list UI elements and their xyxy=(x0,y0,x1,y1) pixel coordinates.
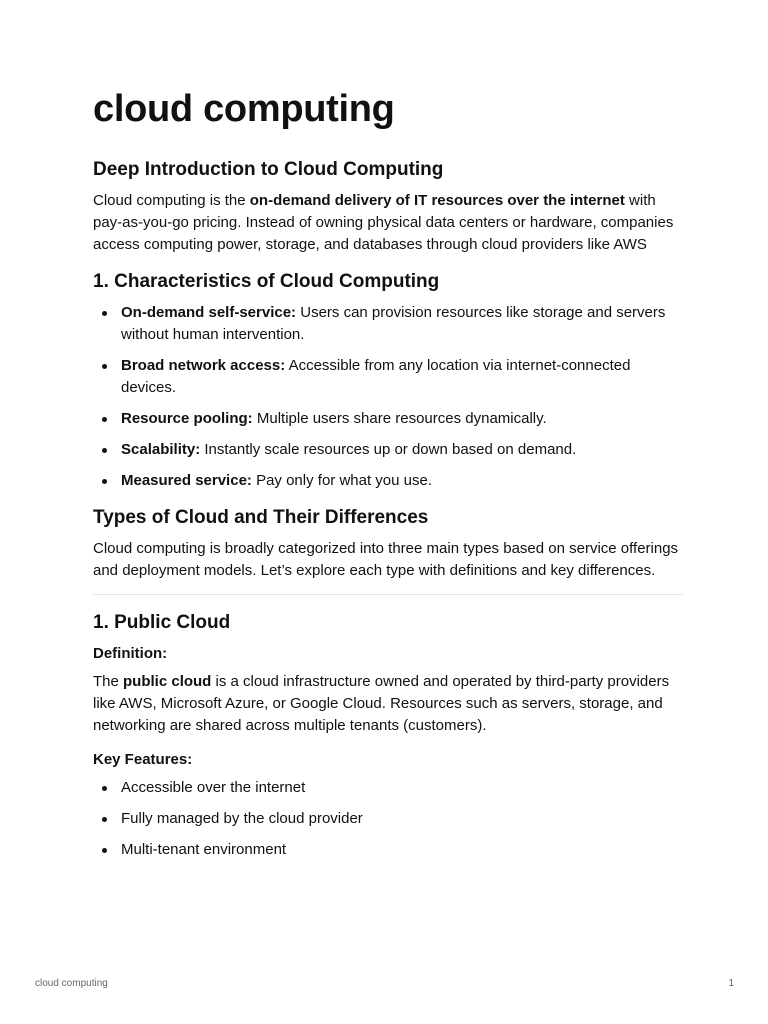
page-title: cloud computing xyxy=(93,88,395,130)
characteristics-heading: 1. Characteristics of Cloud Computing xyxy=(93,271,440,292)
list-item: Resource pooling: Multiple users share resources dynamically. xyxy=(93,408,683,430)
public-cloud-definition: The public cloud is a cloud infrastructure owned and operated by third-party providers like AWS, Microsoft Azure, or Google Cloud. Resources such as servers, storage, and networking are shared across multiple tenants (customers). xyxy=(93,673,670,734)
list-item: Fully managed by the cloud provider xyxy=(93,808,683,830)
characteristics-list xyxy=(93,302,683,492)
list-item: Measured service: Pay only for what you use. xyxy=(93,470,683,492)
bullet-icon xyxy=(102,364,107,369)
footer-title: cloud computing xyxy=(35,978,108,989)
intro-paragraph: Cloud computing is the on-demand delivery of IT resources over the internet with pay-as-you-go pricing. Instead of owning physical data centers or hardware, companies access computing power, storage, and databases through cloud providers like AWS xyxy=(93,192,674,253)
document-page xyxy=(93,86,683,871)
bullet-icon xyxy=(102,479,107,484)
types-heading: Types of Cloud and Their Differences xyxy=(93,507,429,528)
page-number: 1 xyxy=(728,978,734,989)
types-paragraph: Cloud computing is broadly categorized into three main types based on service offerings and deployment models. Let’s explore each type with definitions and key differences. xyxy=(93,540,679,579)
bullet-icon xyxy=(102,817,107,822)
bullet-icon xyxy=(102,448,107,453)
public-cloud-heading: 1. Public Cloud xyxy=(93,612,231,633)
list-item: On-demand self-service: Users can provision resources like storage and servers without human intervention. xyxy=(93,302,683,346)
list-item: Multi-tenant environment xyxy=(93,839,683,861)
bullet-icon xyxy=(102,311,107,316)
features-list xyxy=(93,777,683,861)
list-item: Accessible over the internet xyxy=(93,777,683,799)
bullet-icon xyxy=(102,786,107,791)
bullet-icon xyxy=(102,417,107,422)
list-item: Scalability: Instantly scale resources up or down based on demand. xyxy=(93,439,683,461)
section-divider xyxy=(93,594,683,595)
definition-label: Definition: xyxy=(93,645,168,662)
key-features-label: Key Features: xyxy=(93,751,193,768)
list-item: Broad network access: Accessible from any location via internet-connected devices. xyxy=(93,355,683,399)
intro-heading: Deep Introduction to Cloud Computing xyxy=(93,159,444,180)
bullet-icon xyxy=(102,848,107,853)
